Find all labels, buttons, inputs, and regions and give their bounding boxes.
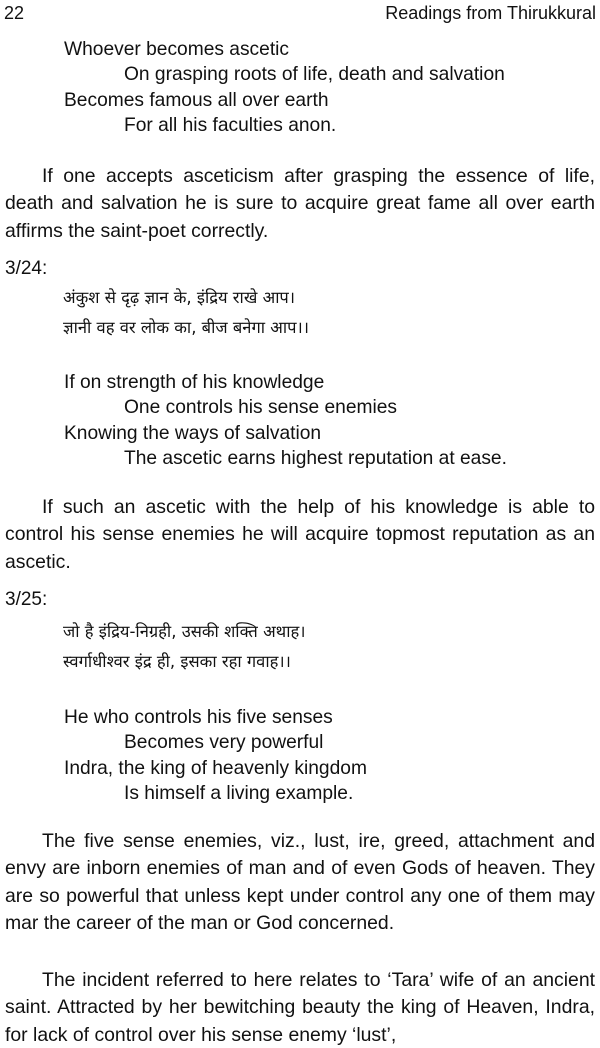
couplet-reference: 3/25: — [5, 589, 48, 610]
verse-line: Becomes very powerful — [124, 732, 324, 754]
hindi-line: जो है इंद्रिय-निग्रही, उसकी शक्ति अथाह। — [63, 622, 306, 641]
english-verse-2 — [64, 370, 590, 471]
verse-line: Whoever becomes ascetic — [64, 39, 290, 60]
couplet-reference: 3/24: — [5, 258, 48, 279]
commentary-paragraph-4: The incident referred to here relates to ‘Tara’ wife of an ancient saint. Attracted by her bewitching beauty the king of Heaven, Indra, for lack of control over his sense enemy ‘lust’, — [5, 969, 595, 1046]
verse-line: On grasping roots of life, death and salvation — [124, 64, 505, 86]
hindi-line: स्वर्गाधीश्वर इंद्र ही, इसका रहा गवाह।। — [63, 652, 291, 671]
verse-line: He who controls his five senses — [64, 707, 333, 728]
commentary-paragraph-3: The five sense enemies, viz., lust, ire, greed, attachment and envy are inborn enemies of man and of even Gods of heaven. They are so powerful that unless kept under control any one of them may mar the career of the man or God concerned. — [5, 830, 595, 934]
verse-line: Knowing the ways of salvation — [64, 422, 322, 444]
page-header — [4, 1, 596, 25]
english-verse-3 — [64, 705, 590, 806]
hindi-line: ज्ञानी वह वर लोक का, बीज बनेगा आप।। — [63, 318, 309, 337]
verse-line: Is himself a living example. — [124, 782, 354, 804]
verse-line: Becomes famous all over earth — [64, 89, 329, 111]
verse-line: One controls his sense enemies — [124, 397, 398, 419]
page-number: 22 — [4, 3, 25, 23]
verse-line: If on strength of his knowledge — [64, 372, 325, 393]
commentary-paragraph-2: If such an ascetic with the help of his knowledge is able to control his sense enemies he will acquire topmost reputation as an ascetic. — [5, 496, 595, 573]
hindi-line: अंकुश से दृढ़ ज्ञान के, इंद्रिय राखे आप। — [63, 288, 296, 307]
running-title: Readings from Thirukkural — [385, 3, 596, 23]
verse-line: Indra, the king of heavenly kingdom — [64, 757, 367, 779]
verse-line: The ascetic earns highest reputation at ease. — [124, 447, 507, 469]
hindi-couplet-1 — [63, 283, 580, 343]
english-verse-1 — [64, 37, 590, 138]
commentary-paragraph-1: If one accepts asceticism after grasping the essence of life, death and salvation he is sure to acquire great fame all over earth affirms the saint-poet correctly. — [5, 165, 595, 242]
verse-line: For all his faculties anon. — [124, 114, 337, 136]
hindi-couplet-2 — [63, 617, 580, 677]
